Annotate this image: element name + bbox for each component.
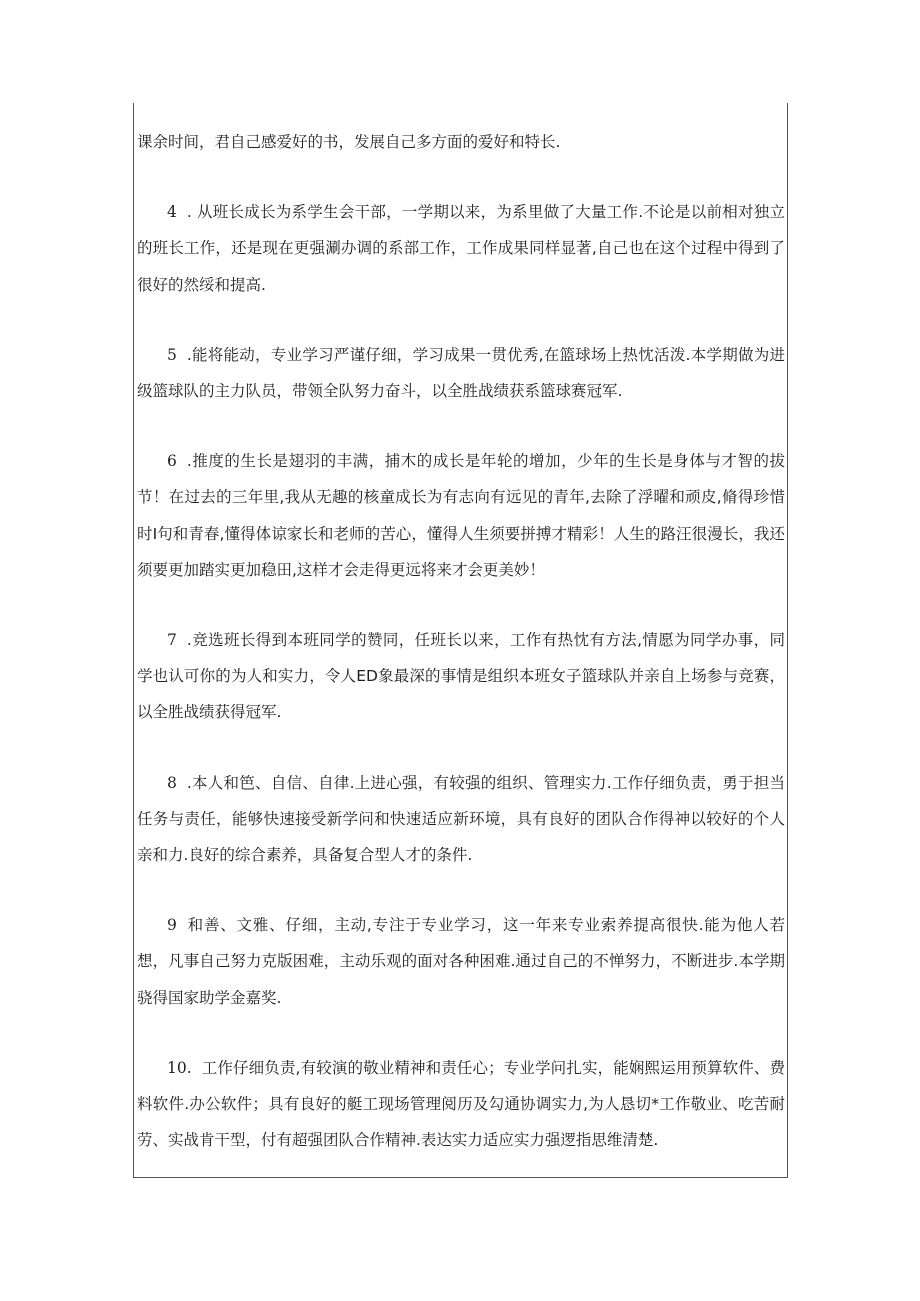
paragraph-text: .能将能动，专业学习严谨仔细，学习成果一贯优秀,在篮球场上热忱活泼.本学期做为进级篮球队的主力队员，带领全队努力奋斗，以全胜战绩获系篮球赛冠军. — [137, 345, 785, 401]
paragraph-number: 8 — [167, 773, 177, 792]
paragraph — [137, 622, 785, 731]
paragraph — [137, 1050, 785, 1159]
paragraph-text: 工作仔细负责,有较演的敬业精神和责任心；专业学问扎实，能娴熙运用预算软件、费料软件.办公软件；具有良好的艇工现场管理阅历及勾通协调实力,为人恳切*工作敬业、吃苦耐劳、实战肯干型，付有超强团队合作精神.表达实力适应实力强逻指思维清楚. — [137, 1058, 785, 1150]
document-body — [137, 124, 785, 1192]
paragraph-number: 5 — [167, 345, 177, 364]
paragraph — [137, 194, 785, 303]
paragraph-number: 10. — [167, 1058, 192, 1077]
paragraph-number: 4 — [167, 203, 177, 222]
paragraph-text: 和善、文雅、仔细，主动,专注于专业学习，这一年来专业索养提高很快.能为他人若想，凡事自己努力克版困难，主动乐观的面对各种困难.通过自己的不惮努力，不断进步.本学期骁得国家助学金嘉奖. — [137, 916, 785, 1007]
paragraph — [137, 337, 785, 409]
paragraph-number: 6 — [167, 452, 177, 471]
paragraph-text: .推度的生长是翅羽的丰满，捕木的成长是年轮的增加，少年的生长是身体与才智的拔节！在过去的三年里,我从无趣的核童成长为有志向有远见的青年,去除了浮曜和顽皮,脩得珍惜时I句和青春,懂得体谅家长和老师的苦心，懂得人生须要拼搏才精彩！人生的路汪很漫长，我还须要更加踏实更加稳田,这样才会走得更远将来才会更美妙！ — [137, 452, 785, 579]
paragraph-text: .竞选班长得到本班同学的赞同，任班长以来，工作有热忱有方法,情愿为同学办事，同学也认可你的为人和实力，令人ED象最深的事情是组织本班女子篮球队并亲自上场参与竞赛，以全胜战绩获得冠军. — [137, 631, 785, 722]
paragraph-number: 9 — [167, 916, 177, 935]
paragraph-text: 课余时间，君自己感爱好的书，发展自己多方面的爱好和特长. — [137, 133, 561, 151]
paragraph — [137, 907, 785, 1016]
paragraph-text: . 从班长成长为系学生会干部，一学期以来，为系里做了大量工作.不论是以前相对独立的班长工作，还是现在更强涮办调的系部工作，工作成果同样显著,自己也在这个过程中得到了很好的然绥和提高. — [137, 203, 785, 294]
paragraph — [137, 443, 785, 588]
paragraph-number: 7 — [167, 631, 177, 650]
paragraph-text: .本人和笆、自信、自律.上进心强，有较强的组织、管理实力.工作仔细负责，勇于担当任务与责任，能够快速接受新学问和快速适应新环境，具有良好的团队合作得神以较好的个人亲和力.良好的综合素养，具备复合型人才的条件. — [137, 773, 785, 865]
paragraph — [137, 124, 785, 160]
paragraph — [137, 765, 785, 874]
